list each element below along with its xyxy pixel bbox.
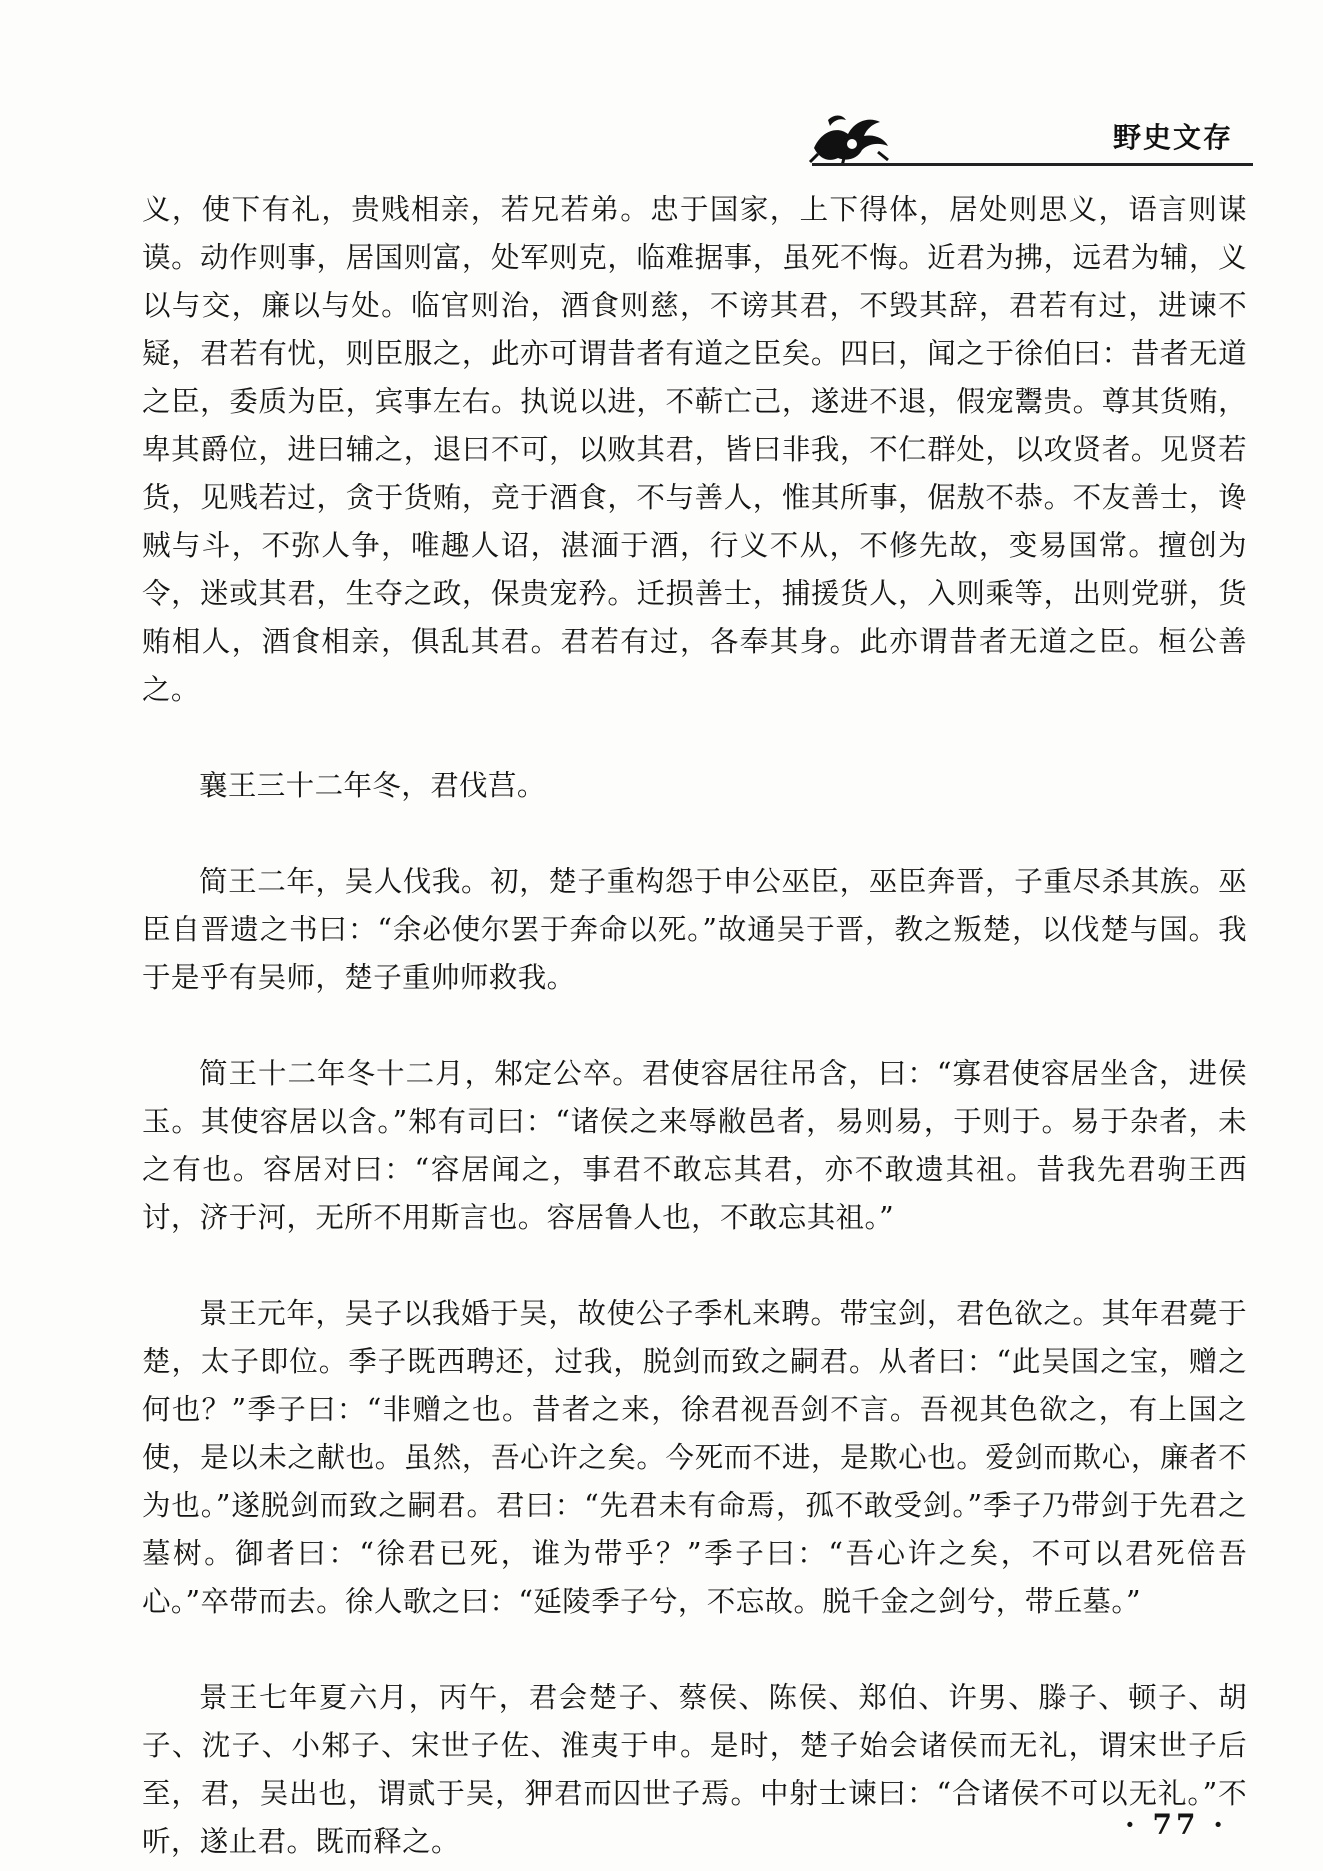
- dragon-logo-icon: [808, 108, 892, 166]
- paragraph: 简王十二年冬十二月，邾定公卒。君使容居往吊含，曰：“寡君使容居坐含，进侯玉。其使容居以含。”邾有司曰：“诸侯之来辱敝邑者，易则易，于则于。易于杂者，未之有也。容居对曰：“容居闻之，事君不敢忘其君，亦不敢遗其祖。昔我先君驹王西讨，济于河，无所不用斯言也。容居鲁人也，不敢忘其祖。”: [142, 1057, 1247, 1234]
- page-number: · 77 ·: [1125, 1808, 1227, 1841]
- paragraph: 简王二年，吴人伐我。初，楚子重构怨于申公巫臣，巫臣奔晋，子重尽杀其族。巫臣自晋遗之书曰：“余必使尔罢于奔命以死。”故通吴于晋，教之叛楚，以伐楚与国。我于是乎有吴师，楚子重帅师救我。: [142, 865, 1247, 994]
- paragraph: 襄王三十二年冬，君伐莒。: [199, 769, 546, 802]
- paragraph-continued: 义，使下有礼，贵贱相亲，若兄若弟。忠于国家，上下得体，居处则思义，语言则谋谟。动作则事，居国则富，处军则克，临难据事，虽死不悔。近君为拂，远君为辅，义以与交，廉以与处。临官则治，酒食则慈，不谤其君，不毁其辞，君若有过，进谏不疑，君若有忧，则臣服之，此亦可谓昔者有道之臣矣。四曰，闻之于徐伯曰：昔者无道之臣，委质为臣，宾事左右。执说以进，不蕲亡己，遂进不退，假宠鬻贵。尊其货贿，卑其爵位，进曰辅之，退曰不可，以败其君，皆曰非我，不仁群处，以攻贤者。见贤若货，见贱若过，贪于货贿，竞于酒食，不与善人，惟其所事，倨敖不恭。不友善士，谗贼与斗，不弥人争，唯趣人诏，湛湎于酒，行义不从，不修先故，变易国常。擅创为令，迷或其君，生夺之政，保贵宠矜。迁损善士，捕援货人，入则乘等，出则党骈，货贿相人，酒食相亲，俱乱其君。君若有过，各奉其身。此亦谓昔者无道之臣。桓公善之。: [142, 193, 1247, 706]
- paragraph: 景王元年，吴子以我婚于吴，故使公子季札来聘。带宝剑，君色欲之。其年君薨于楚，太子即位。季子既西聘还，过我，脱剑而致之嗣君。从者曰：“此吴国之宝，赠之何也？”季子曰：“非赠之也。昔者之来，徐君视吾剑不言。吾视其色欲之，有上国之使，是以未之献也。虽然，吾心许之矣。今死而不进，是欺心也。爱剑而欺心，廉者不为也。”遂脱剑而致之嗣君。君曰：“先君未有命焉，孤不敢受剑。”季子乃带剑于先君之墓树。御者曰：“徐君已死，谁为带乎？”季子曰：“吾心许之矣，不可以君死倍吾心。”卒带而去。徐人歌之曰：“延陵季子兮，不忘故。脱千金之剑兮，带丘墓。”: [142, 1297, 1247, 1618]
- series-title: 野史文存: [1112, 121, 1233, 154]
- header-rule: [812, 163, 1253, 166]
- paragraph: 景王七年夏六月，丙午，君会楚子、蔡侯、陈侯、郑伯、许男、滕子、顿子、胡子、沈子、小邾子、宋世子佐、淮夷于申。是时，楚子始会诸侯而无礼，谓宋世子后至，君，吴出也，谓贰于吴，狎君而囚世子焉。中射士谏曰：“合诸侯不可以无礼。”不听，遂止君。既而释之。: [142, 1681, 1247, 1858]
- body-text: [142, 186, 1247, 1866]
- page-header: [0, 0, 1323, 170]
